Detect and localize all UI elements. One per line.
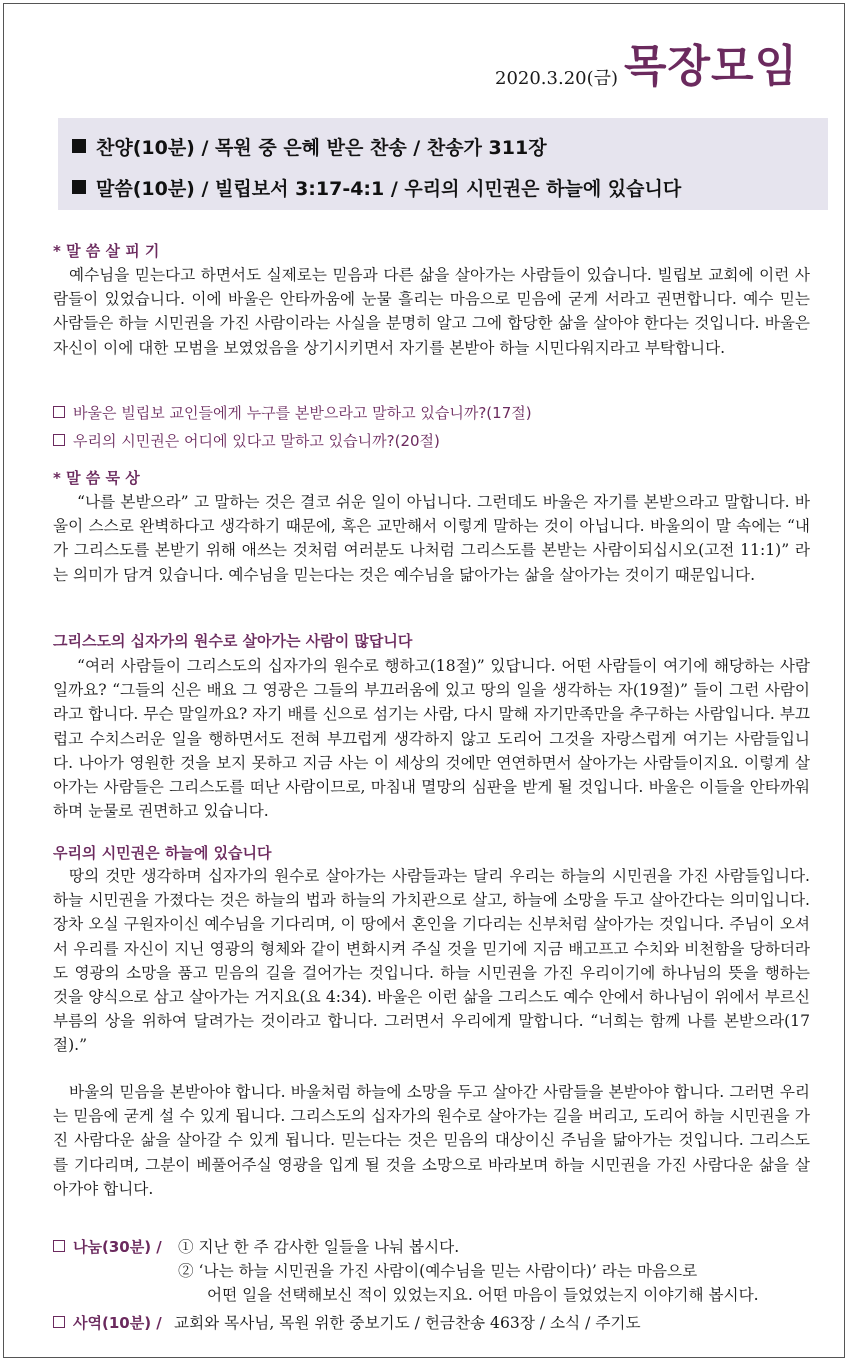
scripture-text: 말씀(10분) / 빌립보서 3:17-4:1 / 우리의 시민권은 하늘에 있습니다 [96,178,682,200]
square-bullet-icon [72,139,86,153]
meditate-paragraph: “나를 본받으라” 고 말하는 것은 결코 쉬운 일이 아닙니다. 그런데도 바울은 자기를 본받으라고 말합니다. 바울이 스스로 완벽하다고 생각하기 때문에, 혹은 교만해서 이렇게 말하는 것이 아닙니다. 바울의이 말 속에는 “내가 그리스도를 본받기 위해 애쓰는 것처럼 여러분도 나처럼 그리스도를 본받는 사람이되십시오(고전 11:1)” 라는 의미가 담겨 있습니다. 예수님을 믿는다는 것은 예수님을 닮아가는 삶을 살아가는 것이기 때문입니다. [53,493,810,584]
citizenship-paragraph-2: 바울의 믿음을 본받아야 합니다. 바울처럼 하늘에 소망을 두고 살아간 사람들을 본받아야 합니다. 그러면 우리는 믿음에 굳게 설 수 있게 됩니다. 그리스도의 십자가의 원수로 살아가는 길을 버리고, 도리어 하늘 시민권을 가진 사람다운 삶을 살아갈 수 있게 됩니다. 믿는다는 것은 믿음의 대상이신 주님을 닮아가는 것입니다. 그리스도를 기다리며, 그분이 베풀어주실 영광을 입게 될 것을 소망으로 바라보며 하늘 시민권을 가진 사람다운 삶을 살아가야 합니다. [53,1083,810,1198]
sharing-item-2: ② ‘나는 하늘 시민권을 가진 사람이(예수님을 믿는 사람이다)’ 라는 마음으로 [178,1262,698,1280]
checkbox-square-icon [53,434,65,446]
section-heading-enemies: 그리스도의 십자가의 원수로 살아가는 사람이 많답니다 [53,632,413,650]
square-bullet-icon [72,180,86,194]
sharing-label: 나눔(30분) / [53,1236,162,1257]
checkbox-square-icon [53,1240,65,1252]
sharing-item-1: ① 지난 한 주 감사한 일들을 나눠 봅시다. [178,1238,460,1256]
scripture-line [72,174,681,201]
ministry-label: 사역(10분) / [53,1312,162,1333]
question-2: 우리의 시민권은 어디에 있다고 말하고 있습니까?(20절) [53,430,440,451]
page-header [0,0,850,110]
section-heading-meditate: * 말 씀 묵 상 [53,469,140,487]
ministry-text: 교회와 목사님, 목원 위한 중보기도 / 헌금찬송 463장 / 소식 / 주기도 [174,1314,641,1332]
checkbox-square-icon [53,406,65,418]
enemies-paragraph: “여러 사람들이 그리스도의 십자가의 원수로 행하고(18절)” 있답니다. 어떤 사람들이 여기에 해당하는 사람일까요? “그들의 신은 배요 그 영광은 그들의 부끄러움에 있고 땅의 일을 생각하는 자(19절)” 들이 그런 사람이라고 합니다. 무슨 말일까요? 자기 배를 신으로 섬기는 사람, 다시 말해 자기만족만을 추구하는 사람입니다. 부끄럽고 수치스러운 일을 행하면서도 전혀 부끄럽게 생각하지 않고 도리어 그것을 자랑스럽게 여기는 사람들입니다. 나아가 영원한 것을 보지 못하고 지금 사는 이 세상의 것에만 연연하면서 살아가는 사람들이지요. 이렇게 살아가는 사람들은 그리스도를 떠난 사람이므로, 마침내 멸망의 심판을 받게 될 것입니다. 바울은 이들을 안타까워하며 눈물로 권면하고 있습니다. [53,657,810,821]
citizenship-paragraph-1: 땅의 것만 생각하며 십자가의 원수로 살아가는 사람들과는 달리 우리는 하늘의 시민권을 가진 사람들입니다. 하늘 시민권을 가졌다는 것은 하늘의 법과 하늘의 가치관으로 살고, 하늘에 소망을 두고 살아간다는 의미입니다. 장차 오실 구원자이신 예수님을 기다리며, 이 땅에서 혼인을 기다리는 신부처럼 살아가는 것입니다. 주님이 오셔서 우리를 자신이 지닌 영광의 형체와 같이 변화시켜 주실 것을 믿기에 지금 배고프고 수치와 비천함을 당하더라도 영광의 소망을 품고 믿음의 길을 걸어가는 것입니다. 하늘 시민권을 가진 우리이기에 하나님의 뜻을 행하는 것을 양식으로 삼고 살아가는 거지요(요 4:34). 바울은 이런 삶을 그리스도 예수 안에서 하나님이 위에서 부르신 부름의 상을 위하여 달려가는 것이라고 합니다. 그러면서 우리에게 말합니다. “너희는 함께 나를 본받으라(17절).” [53,867,810,1055]
sharing-item-2-cont: 어떤 일을 선택해보신 적이 있었는지요. 어떤 마음이 들었었는지 이야기해 봅시다. [207,1286,759,1304]
section-heading-observe: * 말 씀 살 피 기 [53,242,160,260]
praise-line [72,133,547,160]
praise-text: 찬양(10분) / 목원 중 은혜 받은 찬송 / 찬송가 311장 [96,137,547,159]
section-heading-citizenship: 우리의 시민권은 하늘에 있습니다 [53,844,272,862]
page-title: 목장모임 [624,41,799,92]
question-1: 바울은 빌립보 교인들에게 누구를 본받으라고 말하고 있습니까?(17절) [53,402,532,423]
meeting-date: 2020.3.20(금) [495,68,619,89]
observe-paragraph: 예수님을 믿는다고 하면서도 실제로는 믿음과 다른 삶을 살아가는 사람들이 있습니다. 빌립보 교회에 이런 사람들이 있었습니다. 이에 바울은 안타까움에 눈물 흘리는 마음으로 믿음에 굳게 서라고 권면합니다. 예수 믿는 사람들은 하늘 시민권을 가진 사람이라는 사실을 분명히 알고 그에 합당한 삶을 살아야 한다는 것입니다. 바울은 자신이 이에 대한 모범을 보였었음을 상기시키면서 자기를 본받아 하늘 시민다워지라고 부탁합니다. [53,266,810,357]
checkbox-square-icon [53,1316,65,1328]
